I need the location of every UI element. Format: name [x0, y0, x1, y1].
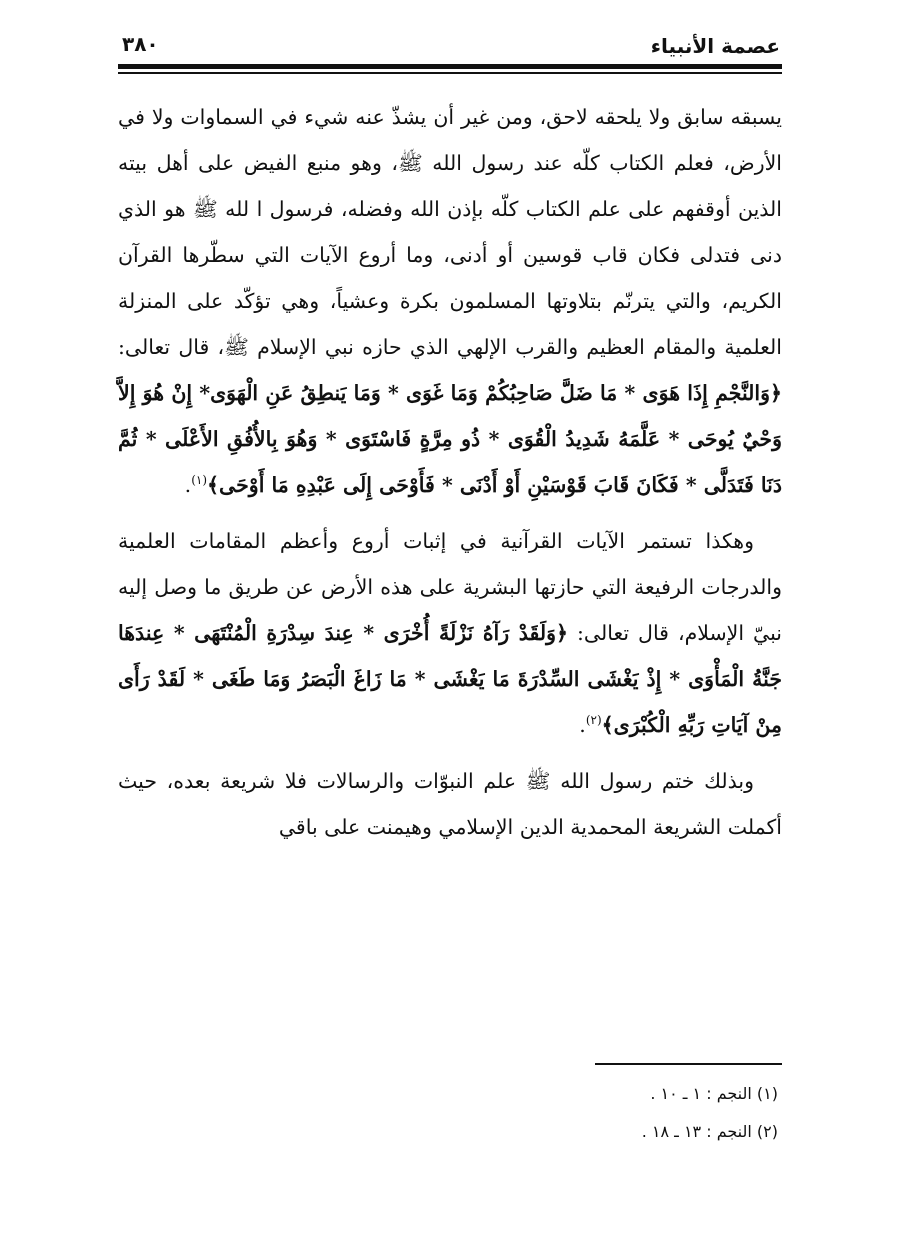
running-title: عصمة الأنبياء	[650, 34, 780, 58]
main-text	[118, 94, 782, 860]
footnote-separator	[595, 1063, 782, 1065]
paragraph-1-end: .	[184, 473, 192, 497]
footnote-ref-1: (١)	[191, 473, 208, 488]
header-rule-thick	[118, 64, 782, 69]
quran-verse-1: ﴿وَالنَّجْمِ إِذَا هَوَى * مَا ضَلَّ صَاحِبُكُمْ وَمَا غَوَى * وَمَا يَنطِقُ عَنِ الْهَوَى* إِنْ هُوَ إِلاَّ وَحْيٌ يُوحَى * عَلَّمَهُ شَدِيدُ الْقُوَى * ذُو مِرَّةٍ فَاسْتَوَى * وَهُوَ بِالأُفُقِ الأَعْلَى * ثُمَّ دَنَا فَتَدَلَّى * فَكَانَ قَابَ قَوْسَيْنِ أَوْ أَدْنَى * فَأَوْحَى إِلَى عَبْدِهِ مَا أَوْحَى﴾	[118, 381, 782, 497]
quran-verse-2: ﴿وَلَقَدْ رَآهُ نَزْلَةً أُخْرَى * عِندَ سِدْرَةِ الْمُنْتَهَى * عِندَهَا جَنَّةُ الْمَأْوَى * إِذْ يَغْشَى السِّدْرَةَ مَا يَغْشَى * مَا زَاغَ الْبَصَرُ وَمَا طَغَى * لَقَدْ رَأَى مِنْ آيَاتِ رَبِّهِ الْكُبْرَى﴾	[118, 621, 782, 737]
page-header	[120, 28, 780, 62]
page-number: ٣٨٠	[122, 32, 159, 56]
header-rule-thin	[118, 72, 782, 74]
paragraph-2-end: .	[579, 713, 586, 737]
footnotes	[118, 1075, 782, 1151]
paragraph-2-text: وهكذا تستمر الآيات القرآنية في إثبات أروع وأعظم المقامات العلمية والدرجات الرفيعة التي حازتها البشرية على هذه الأرض عن طريق ما وصل إليه نبيّ الإسلام، قال تعالى:	[118, 529, 783, 645]
paragraph-2	[118, 518, 782, 748]
paragraph-3: وبذلك ختم رسول الله ﷺ علم النبوّات والرسالات فلا شريعة بعده، حيث أكملت الشريعة المحمدية الدين الإسلامي وهيمنت على باقي	[118, 769, 782, 839]
footnote-1: (١) النجم : ١ ـ ١٠ .	[650, 1084, 778, 1103]
paragraph-1-text: يسبقه سابق ولا يلحقه لاحق، ومن غير أن يشذّ عنه شيء في السماوات ولا في الأرض، فعلم الكتاب كلّه عند رسول الله ﷺ، وهو منبع الفيض على أهل بيته الذين أوقفهم على علم الكتاب كلّه بإذن الله وفضله، فرسول ا لله ﷺ هو الذي دنى فتدلى فكان قاب قوسين أو أدنى، وما أروع الآيات التي سطّرها القرآن الكريم، والتي يترنّم بتلاوتها المسلمون بكرة وعشياً، وهي تؤكّد على المنزلة العلمية والمقام العظيم والقرب الإلهي الذي حازه نبي الإسلام ﷺ، قال تعالى:	[118, 105, 782, 359]
footnote-2: (٢) النجم : ١٣ ـ ١٨ .	[641, 1122, 778, 1141]
footnote-ref-2: (٢)	[585, 713, 602, 728]
paragraph-1	[118, 94, 782, 508]
